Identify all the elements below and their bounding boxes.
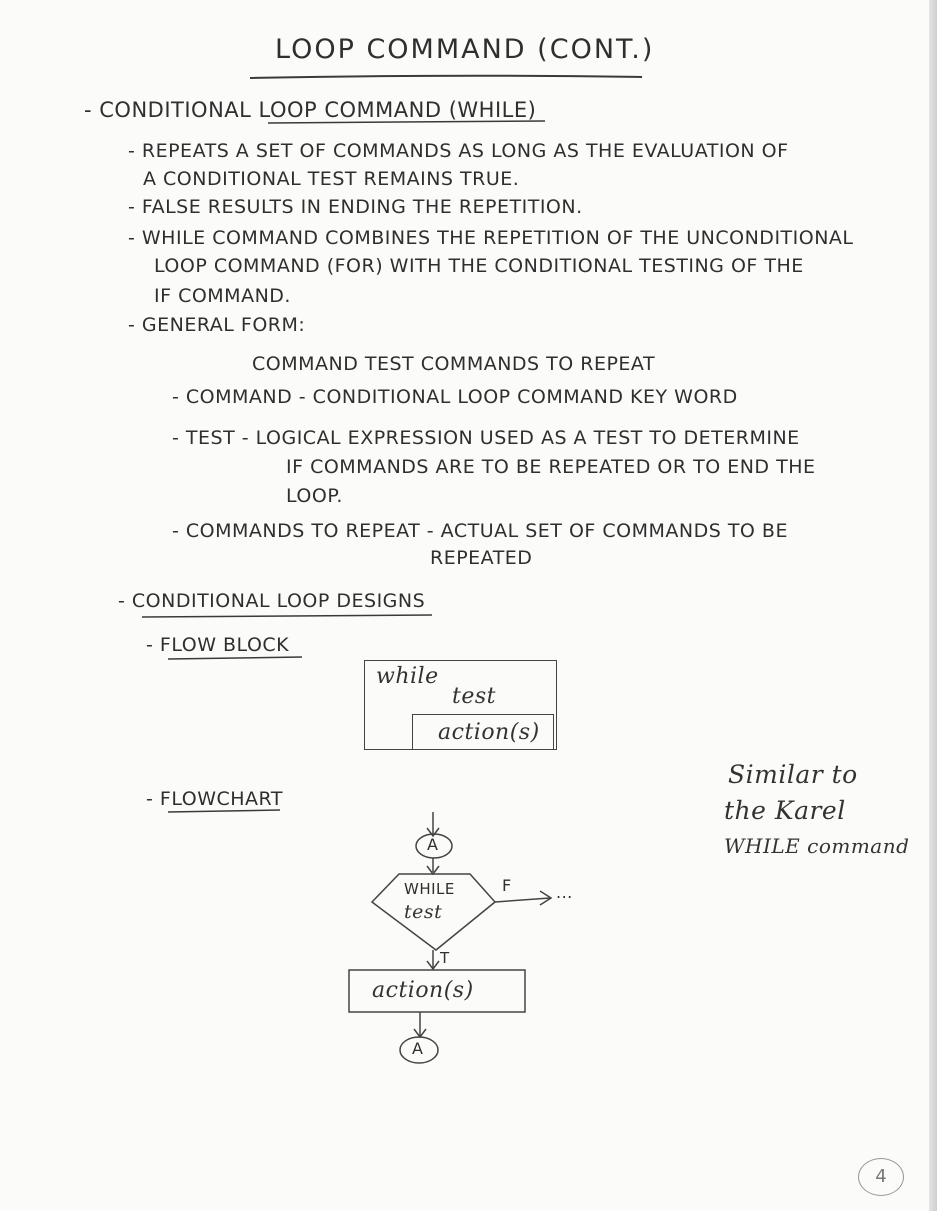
bullet-while-combines-line3: IF COMMAND. — [154, 285, 291, 307]
flow-block-test: test — [452, 684, 496, 709]
bullet-repeats-line2: A CONDITIONAL TEST REMAINS TRUE. — [143, 168, 520, 190]
general-form-syntax: COMMAND TEST COMMANDS TO REPEAT — [252, 353, 656, 375]
flow-block-label-underline — [168, 657, 302, 659]
definition-commands-to-repeat-line1: - COMMANDS TO REPEAT - ACTUAL SET OF COMMANDS TO BE — [172, 520, 788, 542]
flowchart-label: - FLOWCHART — [146, 788, 283, 810]
false-continuation: ... — [556, 883, 573, 902]
section-heading-loop-underline — [142, 615, 432, 617]
definition-test-line3: LOOP. — [286, 485, 343, 507]
page-number: 4 — [858, 1158, 904, 1196]
true-label: T — [440, 949, 450, 967]
decision-test: test — [404, 901, 443, 923]
bullet-while-combines-line2: LOOP COMMAND (FOR) WITH THE CONDITIONAL TESTING OF THE — [154, 255, 804, 277]
flow-block-action: action(s) — [438, 720, 540, 745]
flow-block-while-keyword: while — [376, 664, 439, 689]
section-heading-loop-designs: - CONDITIONAL LOOP DESIGNS — [118, 590, 426, 612]
connector-top-label: A — [427, 835, 439, 854]
definition-commands-to-repeat-line2: REPEATED — [430, 547, 533, 569]
flowchart-action: action(s) — [372, 978, 474, 1003]
section-heading-text: - CONDITIONAL LOOP COMMAND (WHILE) — [84, 98, 537, 122]
heading-underline — [268, 121, 545, 123]
bullet-repeats-line1: - REPEATS A SET OF COMMANDS AS LONG AS THE EVALUATION OF — [128, 140, 789, 162]
false-branch-line — [495, 898, 550, 902]
page-title: LOOP COMMAND (CONT.) — [275, 34, 655, 65]
side-note-line2: the Karel — [724, 796, 846, 825]
side-note-line1: Similar to — [728, 760, 858, 789]
side-note-line3: WHILE command — [724, 834, 910, 858]
bullet-while-combines-line1: - WHILE COMMAND COMBINES THE REPETITION OF THE UNCONDITIONAL — [128, 227, 854, 249]
bullet-false-results: - FALSE RESULTS IN ENDING THE REPETITION. — [128, 196, 583, 218]
definition-command: - COMMAND - CONDITIONAL LOOP COMMAND KEY WORD — [172, 386, 738, 408]
definition-test-line1: - TEST - LOGICAL EXPRESSION USED AS A TEST TO DETERMINE — [172, 427, 800, 449]
page-edge-shadow — [929, 0, 937, 1211]
decision-keyword: WHILE — [404, 880, 455, 898]
flow-block-label: - FLOW BLOCK — [146, 634, 290, 656]
connector-bottom-label: A — [412, 1039, 424, 1058]
bullet-general-form: - GENERAL FORM: — [128, 314, 306, 336]
flowchart-label-underline — [168, 810, 280, 812]
false-label: F — [502, 876, 512, 895]
definition-test-line2: IF COMMANDS ARE TO BE REPEATED OR TO END THE — [286, 456, 816, 478]
